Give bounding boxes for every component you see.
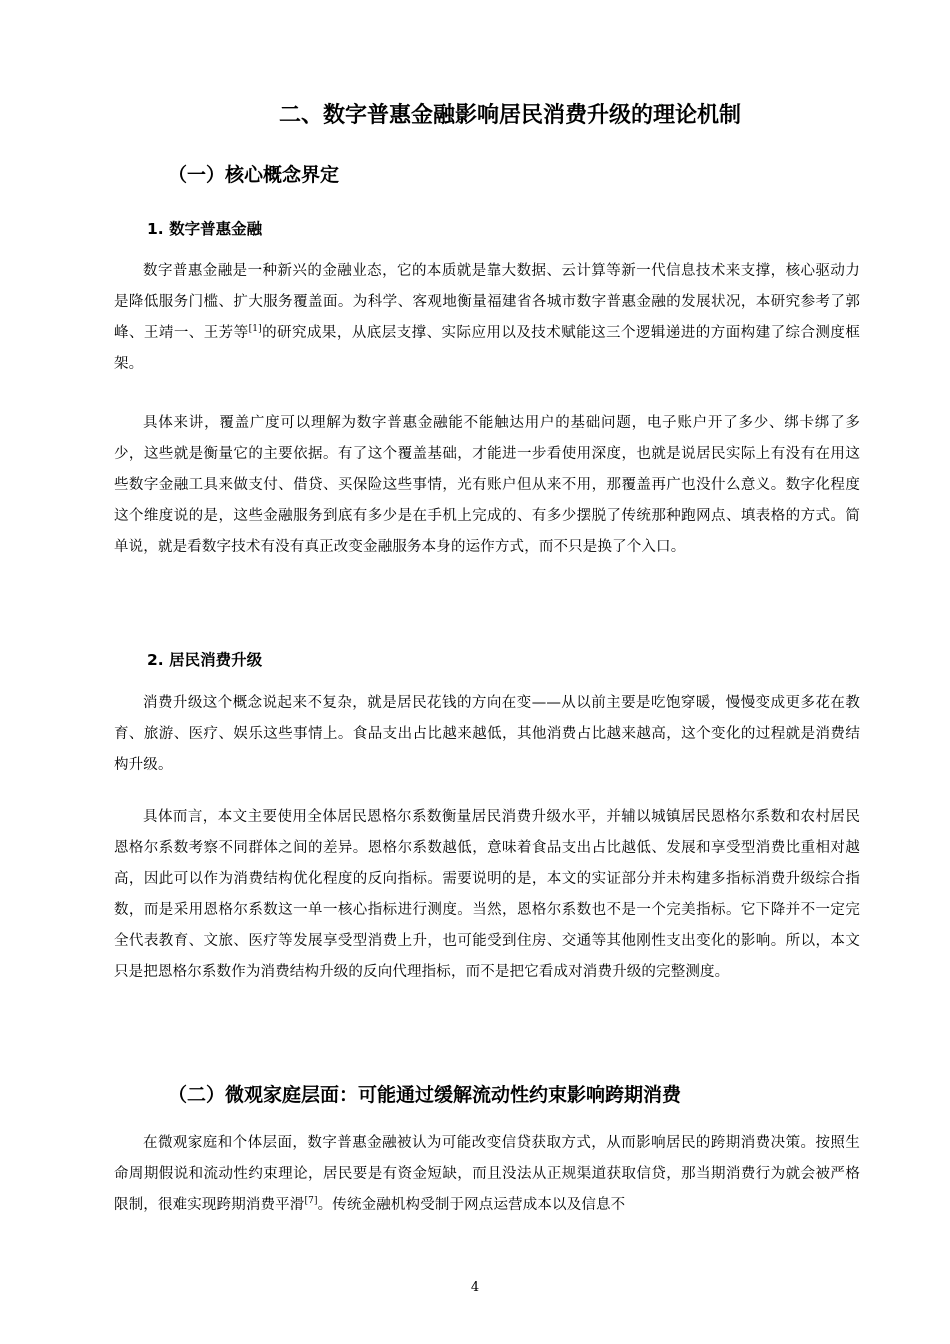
citation-ref[interactable]: [7] (304, 1196, 318, 1207)
paragraph-digital-finance-dimensions: 具体来讲，覆盖广度可以理解为数字普惠金融能不能触达用户的基础问题，电子账户开了多少、绑卡绑了多少，这些就是衡量它的主要依据。有了这个覆盖基础，才能进一步看使用深度，也就是说居民实际上有没有在用这些数字金融工具来做支付、借贷、买保险这些事情，光有账户但从来不用，那覆盖再广也没什么意义。数字化程度这个维度说的是，这些金融服务到底有多少是在手机上完成的、有多少摆脱了传统那种跑网点、填表格的方式。简单说，就是看数字技术有没有真正改变金融服务本身的运作方式，而不只是换了个入口。 (114, 415, 860, 555)
paragraph-digital-finance-definition (114, 256, 860, 380)
section-title: 二、数字普惠金融影响居民消费升级的理论机制 (278, 103, 741, 128)
page-number: 4 (470, 1280, 480, 1295)
item-title-consumption-upgrade: 2. 居民消费升级 (147, 651, 263, 669)
paragraph-consumption-upgrade-definition: 消费升级这个概念说起来不复杂，就是居民花钱的方向在变——从以前主要是吃饱穿暖，慢慢变成更多花在教育、旅游、医疗、娱乐这些事情上。食品支出占比越来越低，其他消费占比越来越高，这个变化的过程就是消费结构升级。 (114, 695, 860, 773)
item-title-digital-inclusive-finance: 1. 数字普惠金融 (147, 220, 263, 238)
subsection-title-micro-household: （二）微观家庭层面：可能通过缓解流动性约束影响跨期消费 (168, 1084, 682, 1106)
paragraph-text: 在微观家庭和个体层面，数字普惠金融被认为可能改变信贷获取方式，从而影响居民的跨期消费决策。按照生命周期假说和流动性约束理论，居民要是有资金短缺，而且没法从正规渠道获取信贷，那当期消费行为就会被严格限制，很难实现跨期消费平滑 (114, 1135, 860, 1213)
paragraph-liquidity-constraint (114, 1128, 860, 1221)
citation-ref[interactable]: [1] (248, 324, 262, 335)
paragraph-text: 数字普惠金融是一种新兴的金融业态，它的本质就是靠大数据、云计算等新一代信息技术来支撑，核心驱动力是降低服务门槛、扩大服务覆盖面。为科学、客观地衡量福建省各城市数字普惠金融的发展状况，本研究参考了郭峰、王靖一、王芳等 (114, 263, 860, 341)
subsection-title-core-concepts: （一）核心概念界定 (168, 164, 340, 186)
paragraph-engel-coefficient: 具体而言，本文主要使用全体居民恩格尔系数衡量居民消费升级水平，并辅以城镇居民恩格尔系数和农村居民恩格尔系数考察不同群体之间的差异。恩格尔系数越低，意味着食品支出占比越低、发展和享受型消费比重相对越高，因此可以作为消费结构优化程度的反向指标。需要说明的是，本文的实证部分并未构建多指标消费升级综合指数，而是采用恩格尔系数这一单一核心指标进行测度。当然，恩格尔系数也不是一个完美指标。它下降并不一定完全代表教育、文旅、医疗等发展享受型消费上升，也可能受到住房、交通等其他刚性支出变化的影响。所以，本文只是把恩格尔系数作为消费结构升级的反向代理指标，而不是把它看成对消费升级的完整测度。 (114, 809, 860, 980)
paragraph-text: 的研究成果，从底层支撑、实际应用以及技术赋能这三个逻辑递进的方面构建了综合测度框架。 (114, 325, 860, 372)
paragraph-text: 。传统金融机构受制于网点运营成本以及信息不 (317, 1197, 626, 1213)
